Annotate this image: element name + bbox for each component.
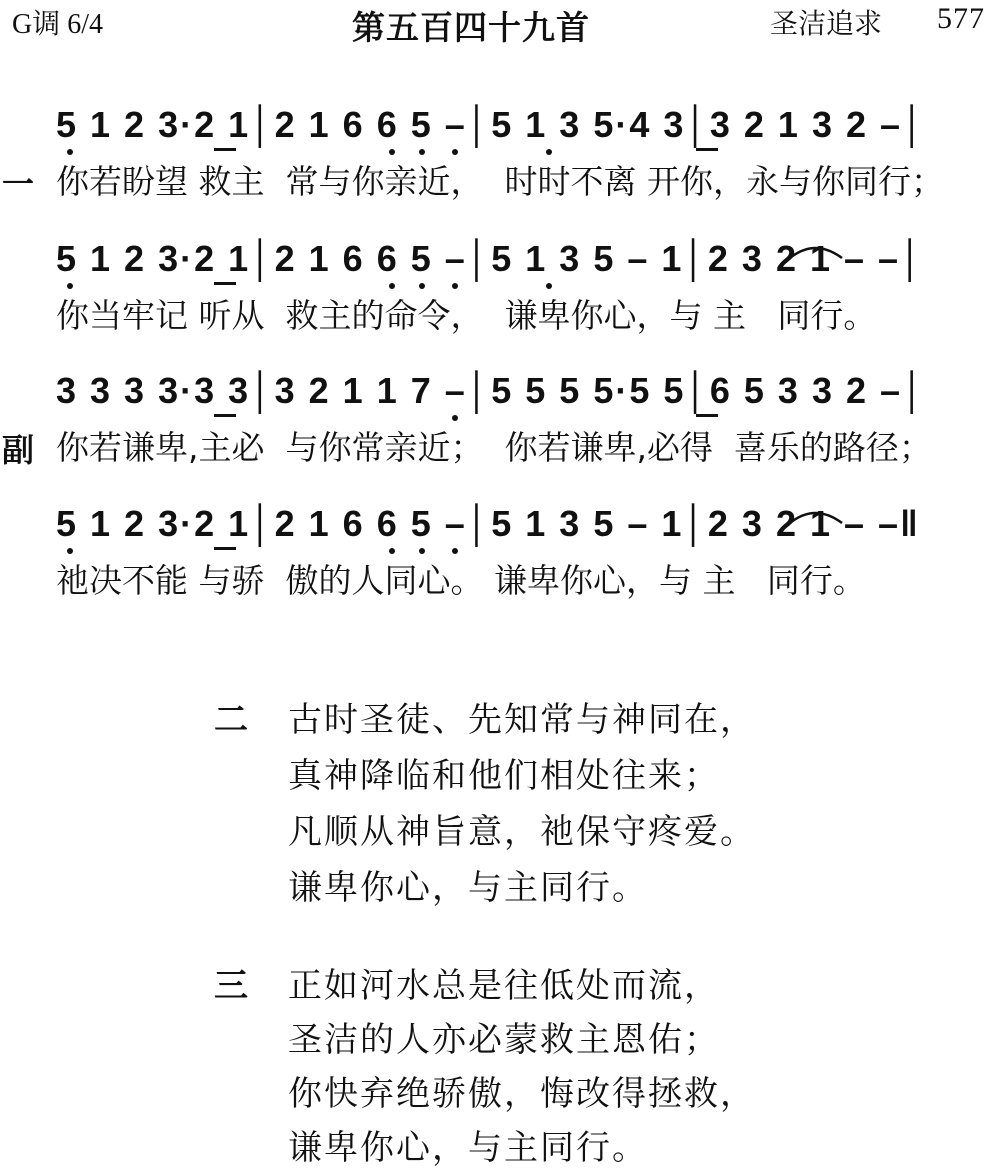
notation-line: 5 1 2 3·2 1│2 1 6 6 5 –│5 1 3 5 – 1│2 3 2 1 – –│ — [56, 238, 925, 279]
verse-number: 二 — [214, 700, 248, 740]
hymn-title: 第五百四十九首 — [352, 8, 590, 47]
verse-line: 你快弃绝骄傲，悔改得拯救， — [288, 1074, 756, 1114]
music-system-4 — [0, 503, 1008, 623]
verse-line: 正如河水总是往低处而流， — [288, 966, 720, 1006]
verse-label: 副 — [2, 431, 35, 469]
verse-number: 三 — [214, 966, 248, 1006]
lyrics-line: 你若盼望 救主 常与你亲近， 时时不离 开你，永与你同行； — [56, 162, 944, 201]
lyrics-line: 你若谦卑,主必 与你常亲近； 你若谦卑,必得 喜乐的路径； — [56, 428, 932, 467]
page-number: 577 — [937, 2, 985, 35]
verse-line: 古时圣徒、先知常与神同在， — [288, 700, 756, 740]
verse-line: 真神降临和他们相处往来； — [288, 756, 720, 796]
verse-line: 凡顺从神旨意，祂保守疼爱。 — [288, 812, 756, 852]
music-system-3 — [0, 370, 1008, 490]
notation-line: 5 1 2 3·2 1│2 1 6 6 5 –│5 1 3 5 – 1│2 3 2 1 – –‖ — [56, 503, 920, 544]
key-signature: G调 6/4 — [12, 9, 104, 40]
verse-line: 谦卑你心，与主同行。 — [288, 1128, 648, 1168]
verse-label: 一 — [2, 165, 35, 203]
verse-line: 谦卑你心，与主同行。 — [288, 868, 648, 908]
lyrics-line: 祂决不能 与骄 傲的人同心。 谦卑你心，与 主 同行。 — [56, 561, 866, 600]
lyrics-line: 你当牢记 听从 救主的命令， 谦卑你心，与 主 同行。 — [56, 296, 877, 335]
verse-line: 圣洁的人亦必蒙救主恩佑； — [288, 1020, 720, 1060]
music-system-1 — [0, 104, 1008, 224]
notation-line: 5 1 2 3·2 1│2 1 6 6 5 –│5 1 3 5·4 3│3 2 1 3 2 –│ — [56, 104, 927, 145]
notation-line: 3 3 3 3·3 3│3 2 1 1 7 –│5 5 5 5·5 5│6 5 3 3 2 –│ — [56, 370, 927, 411]
music-system-2 — [0, 238, 1008, 358]
hymnal-name: 圣洁追求 — [770, 7, 883, 40]
